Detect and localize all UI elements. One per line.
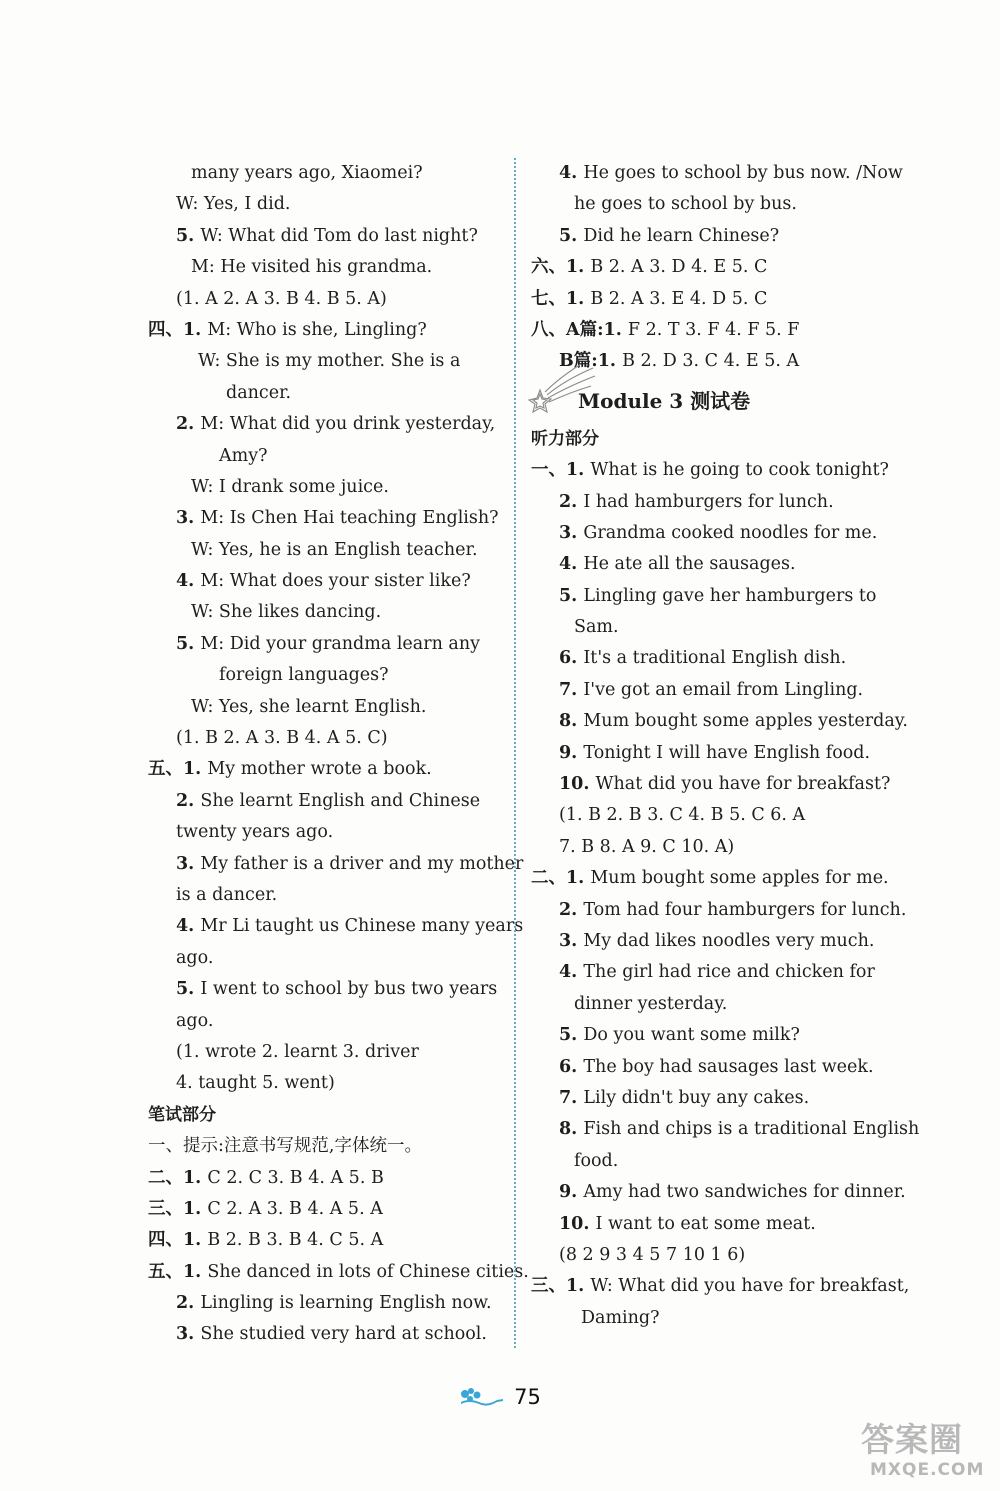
answer-line — [148, 409, 503, 440]
answer-line — [531, 675, 909, 706]
answer-line — [148, 441, 503, 472]
answer-line — [148, 1037, 503, 1068]
answer-line — [148, 692, 503, 723]
answer-text: Lily didn't buy any cakes. — [583, 1087, 810, 1108]
answer-line — [148, 1068, 503, 1099]
answer-text: (1. wrote 2. learnt 3. driver — [176, 1041, 419, 1062]
answer-line — [148, 974, 503, 1005]
item-number: 5. — [176, 979, 201, 1000]
answer-text: ago. — [176, 947, 214, 968]
item-number: 三、1. — [531, 1276, 591, 1297]
answer-text: W: What did Tom do last night? — [200, 225, 478, 246]
item-number: 5. — [176, 633, 201, 654]
heading-text: 笔试部分 — [148, 1104, 216, 1125]
answer-text: dinner yesterday. — [574, 993, 728, 1014]
answer-line — [531, 738, 909, 769]
item-number: 五、1. — [148, 1261, 208, 1282]
item-number: 五、1. — [148, 759, 208, 780]
answer-line — [531, 957, 909, 988]
answer-line — [531, 706, 909, 737]
item-number: B篇:1. — [559, 351, 623, 372]
answer-text: M: He visited his grandma. — [191, 257, 433, 278]
answer-text: I've got an email from Lingling. — [583, 679, 864, 700]
answer-line — [531, 895, 909, 926]
item-number: 5. — [559, 585, 584, 606]
answer-text: 一、提示:注意书写规范,字体统一。 — [148, 1136, 422, 1157]
item-number: 2. — [559, 491, 584, 512]
answer-line — [531, 1303, 909, 1334]
watermark-url: MXQE.COM — [870, 1460, 985, 1480]
answer-line — [531, 581, 909, 612]
heading-text: 听力部分 — [531, 428, 599, 449]
answer-line — [531, 1177, 909, 1208]
left-answer-column — [148, 158, 529, 1351]
answer-text: Amy had two sandwiches for dinner. — [583, 1182, 906, 1203]
answer-line — [148, 503, 503, 534]
item-number: 8. — [559, 711, 584, 732]
answer-text: Do you want some milk? — [583, 1025, 800, 1046]
answer-line — [531, 926, 909, 957]
answer-line — [531, 455, 909, 486]
answer-line — [148, 786, 503, 817]
section-heading — [531, 424, 909, 455]
answer-text: F 2. T 3. F 4. F 5. F — [627, 319, 800, 340]
item-number: 6. — [559, 648, 584, 669]
answer-line — [148, 1225, 503, 1256]
answer-text: W: She is my mother. She is a — [198, 351, 461, 372]
answer-line — [148, 346, 503, 377]
answer-text: I want to eat some meat. — [595, 1213, 816, 1234]
answer-text: many years ago, Xiaomei? — [191, 163, 423, 183]
answer-text: Mum bought some apples yesterday. — [583, 711, 908, 732]
item-number: 7. — [559, 679, 584, 700]
answer-text: B 2. A 3. E 4. D 5. C — [590, 288, 768, 309]
item-number: 3. — [176, 853, 201, 874]
answer-text: (8 2 9 3 4 5 7 10 1 6) — [559, 1244, 746, 1265]
item-number: 9. — [559, 1182, 584, 1203]
answer-text: My dad likes noodles very much. — [583, 930, 875, 951]
answer-text: She danced in lots of Chinese cities. — [207, 1261, 529, 1282]
answer-line — [148, 723, 503, 754]
item-number: 5. — [559, 225, 584, 246]
answer-text: is a dancer. — [176, 884, 278, 905]
answer-line — [148, 535, 503, 566]
watermark-text: 答案圈 — [861, 1420, 963, 1459]
answer-text: The boy had sausages last week. — [583, 1056, 874, 1077]
item-number: 4. — [559, 962, 584, 983]
item-number: 9. — [559, 742, 584, 763]
answer-text: foreign languages? — [219, 665, 389, 686]
item-number: 二、1. — [531, 868, 591, 889]
answer-line — [531, 832, 909, 863]
answer-line — [531, 158, 909, 189]
answer-text: W: She likes dancing. — [191, 602, 382, 623]
answer-text: Sam. — [574, 617, 619, 638]
answer-line — [148, 252, 503, 283]
section-heading — [148, 1100, 503, 1131]
answer-text: (1. A 2. A 3. B 4. B 5. A) — [176, 288, 387, 309]
answer-line — [531, 549, 909, 580]
answer-line — [531, 989, 909, 1020]
answer-text: I went to school by bus two years — [200, 979, 498, 1000]
answer-text: B 2. B 3. B 4. C 5. A — [207, 1230, 384, 1251]
answer-text: Mum bought some apples for me. — [590, 868, 889, 889]
answer-text: Fish and chips is a traditional English — [583, 1119, 920, 1140]
answer-line — [531, 284, 909, 315]
page-number: 75 — [514, 1385, 541, 1409]
item-number: 4. — [559, 554, 584, 575]
item-number: 四、1. — [148, 1230, 208, 1251]
answer-text: C 2. A 3. B 4. A 5. A — [207, 1198, 383, 1219]
answer-line — [148, 1319, 503, 1350]
right-answer-column — [531, 158, 920, 1334]
answer-line — [531, 252, 909, 283]
item-number: 一、1. — [531, 460, 591, 481]
answer-line — [531, 189, 909, 220]
item-number: 4. — [176, 916, 201, 937]
answer-line — [148, 221, 503, 252]
answer-line — [148, 1288, 503, 1319]
answer-text: W: I drank some juice. — [191, 476, 389, 497]
item-number: 3. — [559, 522, 584, 543]
answer-line — [148, 315, 503, 346]
answer-line — [531, 863, 909, 894]
answer-text: M: Did your grandma learn any — [200, 633, 481, 654]
answer-text: He ate all the sausages. — [583, 554, 796, 575]
answer-line — [148, 378, 503, 409]
answer-text: She learnt English and Chinese — [200, 790, 481, 811]
answer-line — [148, 817, 503, 848]
answer-line — [148, 880, 503, 911]
answer-line — [531, 1240, 909, 1271]
answer-line — [148, 189, 503, 220]
answer-text: M: What does your sister like? — [200, 571, 471, 592]
answer-text: W: Yes, I did. — [176, 194, 291, 215]
item-number: 2. — [176, 1293, 201, 1314]
item-number: 6. — [559, 1056, 584, 1077]
answer-text: (1. B 2. A 3. B 4. A 5. C) — [176, 728, 388, 749]
item-number: 六、1. — [531, 257, 591, 278]
answer-text: Tonight I will have English food. — [583, 742, 871, 763]
answer-line — [531, 1146, 909, 1177]
item-number: 4. — [559, 163, 584, 183]
answer-text: She studied very hard at school. — [200, 1324, 487, 1345]
item-number: 2. — [559, 899, 584, 920]
answer-line — [148, 849, 524, 880]
answer-text: twenty years ago. — [176, 822, 334, 843]
answer-text: My father is a driver and my mother — [200, 853, 524, 874]
answer-text: W: What did you have for breakfast, — [590, 1276, 910, 1297]
watermark — [836, 1410, 1000, 1490]
answer-text: ago. — [176, 1010, 214, 1031]
answer-line — [531, 643, 909, 674]
item-number: 2. — [176, 790, 201, 811]
item-number: 3. — [176, 1324, 201, 1345]
answer-text: dancer. — [226, 382, 292, 403]
right-bottom-answers — [531, 424, 920, 1334]
answer-text: W: Yes, he is an English teacher. — [191, 539, 478, 560]
answer-text: C 2. C 3. B 4. A 5. B — [207, 1167, 384, 1188]
item-number: 5. — [559, 1025, 584, 1046]
answer-text: Lingling is learning English now. — [200, 1293, 492, 1314]
module-title: Module 3 测试卷 — [531, 378, 909, 424]
item-number: 7. — [559, 1087, 584, 1108]
right-top-answers — [531, 158, 909, 378]
answer-line — [148, 1194, 503, 1225]
answer-line — [531, 1083, 909, 1114]
answer-text: Mr Li taught us Chinese many years — [200, 916, 524, 937]
answer-text: M: Is Chen Hai teaching English? — [200, 508, 499, 529]
answer-line — [148, 472, 503, 503]
answer-line — [148, 284, 503, 315]
answer-line — [148, 629, 503, 660]
item-number: 3. — [176, 508, 201, 529]
answer-text: Daming? — [581, 1307, 660, 1328]
answer-line — [148, 911, 524, 942]
answer-text: The girl had rice and chicken for — [583, 962, 875, 983]
answer-text: He goes to school by bus now. /Now — [583, 163, 903, 183]
answer-line — [148, 1131, 503, 1162]
answer-text: Did he learn Chinese? — [583, 225, 780, 246]
page-footer — [0, 1385, 1000, 1409]
answer-line — [531, 1271, 909, 1302]
shooting-star-icon — [525, 362, 597, 428]
item-number: 5. — [176, 225, 201, 246]
item-number: 二、1. — [148, 1167, 208, 1188]
answer-line — [531, 1114, 920, 1145]
answer-text: 4. taught 5. went) — [176, 1073, 335, 1094]
answer-line — [531, 1052, 909, 1083]
answer-line — [148, 754, 503, 785]
item-number: 2. — [176, 414, 201, 435]
column-divider — [514, 158, 516, 1348]
answer-text: Grandma cooked noodles for me. — [583, 522, 878, 543]
answer-text: My mother wrote a book. — [207, 759, 432, 780]
answer-line — [531, 769, 909, 800]
answer-line — [148, 158, 503, 189]
answer-text: 7. B 8. A 9. C 10. A) — [559, 836, 735, 857]
answer-text: food. — [574, 1150, 619, 1171]
answer-line — [148, 660, 503, 691]
answer-text: W: Yes, she learnt English. — [191, 696, 427, 717]
answer-line — [531, 221, 909, 252]
answer-line — [531, 1020, 909, 1051]
answer-text: B 2. A 3. D 4. E 5. C — [590, 257, 768, 278]
answer-text: It's a traditional English dish. — [583, 648, 847, 669]
item-number: 三、1. — [148, 1198, 208, 1219]
item-number: 八、A篇:1. — [531, 319, 628, 340]
answer-text: What is he going to cook tonight? — [590, 460, 889, 481]
answer-text: B 2. D 3. C 4. E 5. A — [622, 351, 800, 372]
answer-line — [148, 1006, 503, 1037]
answer-line — [148, 566, 503, 597]
answer-line — [531, 315, 909, 346]
answer-text: Amy? — [219, 445, 268, 466]
answer-line — [531, 1209, 909, 1240]
item-number: 七、1. — [531, 288, 591, 309]
answer-text: Tom had four hamburgers for lunch. — [583, 899, 907, 920]
answer-text: M: What did you drink yesterday, — [200, 414, 496, 435]
answer-text: Lingling gave her hamburgers to — [583, 585, 877, 606]
answer-text: What did you have for breakfast? — [595, 774, 891, 795]
answer-text: M: Who is she, Lingling? — [207, 319, 427, 340]
answer-text: I had hamburgers for lunch. — [583, 491, 834, 512]
answer-line — [531, 800, 909, 831]
item-number: 四、1. — [148, 319, 208, 340]
item-number: 3. — [559, 930, 584, 951]
item-number: 4. — [176, 571, 201, 592]
answer-text: he goes to school by bus. — [574, 194, 797, 215]
item-number: 8. — [559, 1119, 584, 1140]
item-number: 10. — [559, 1213, 596, 1234]
answer-line — [148, 943, 503, 974]
answer-line — [531, 518, 909, 549]
answer-text: (1. B 2. B 3. C 4. B 5. C 6. A — [559, 805, 806, 826]
floral-ornament-icon — [459, 1386, 505, 1408]
answer-line — [148, 1257, 529, 1288]
item-number: 10. — [559, 774, 596, 795]
answer-line — [531, 487, 909, 518]
answer-line — [148, 597, 503, 628]
answer-line — [148, 1163, 503, 1194]
answer-line — [531, 612, 909, 643]
